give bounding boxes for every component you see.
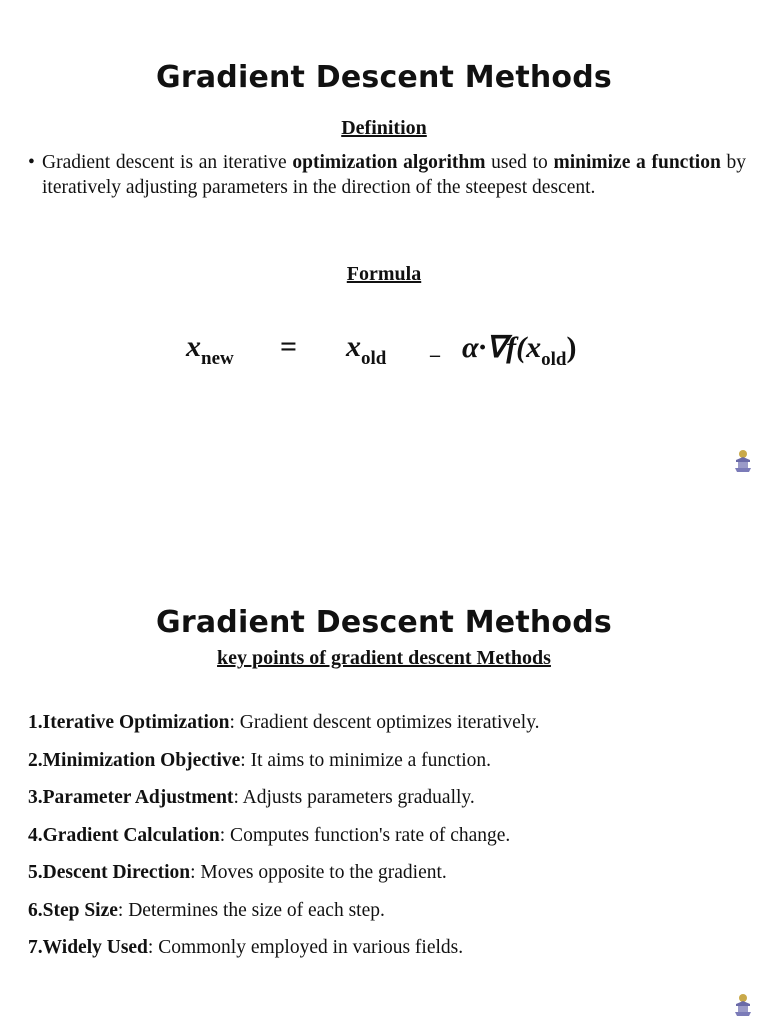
key-point-term: 7.Widely Used	[28, 937, 148, 958]
definition-run: by iteratively adjusting parameters in the direction of the steepest descent.	[42, 152, 747, 198]
definition-run: Gradient descent is an iterative	[42, 152, 293, 173]
key-point-description: : Determines the size of each step.	[117, 899, 385, 921]
key-point-item	[28, 860, 540, 898]
slide-key-points	[0, 512, 768, 1024]
formula-x-old: $x_{old}$	[346, 330, 387, 369]
formula-gradient-term: $\alpha\cdot\nabla f(x_{old})$	[462, 331, 577, 370]
definition-emphasis: optimization algorithm	[292, 152, 486, 173]
key-point-term: 2.Minimization Objective	[28, 749, 241, 771]
key-point-description: : Computes function's rate of change.	[219, 824, 511, 846]
gradient-descent-formula	[0, 330, 768, 380]
key-point-term: 5.Descent Direction	[28, 862, 191, 883]
key-points-list	[28, 710, 540, 973]
formula-equals: =	[280, 330, 298, 363]
key-point-term: 1.Iterative Optimization	[28, 712, 230, 733]
key-point-item	[28, 823, 540, 861]
definition-paragraph	[24, 150, 746, 200]
key-point-description: : Adjusts parameters gradually.	[233, 787, 475, 808]
key-points-heading: key points of gradient descent Methods	[217, 647, 551, 669]
formula-minus: –	[430, 344, 440, 366]
key-point-item	[28, 785, 540, 823]
key-point-item	[28, 710, 540, 748]
key-point-description: : Gradient descent optimizes iteratively.	[229, 712, 540, 733]
slide-title: Gradient Descent Methods	[156, 605, 612, 640]
formula-x-new: $x_{new}$	[186, 330, 234, 369]
slide-definition	[0, 0, 768, 500]
key-point-term: 4.Gradient Calculation	[28, 824, 220, 846]
university-emblem-icon	[732, 992, 754, 1018]
definition-text	[24, 150, 746, 200]
bullet-marker: •	[28, 152, 35, 173]
key-point-item	[28, 898, 540, 936]
key-point-term: 3.Parameter Adjustment	[28, 787, 234, 808]
definition-run: used to	[485, 152, 554, 173]
definition-heading: Definition	[341, 117, 427, 139]
slide-title: Gradient Descent Methods	[156, 60, 612, 95]
key-point-description: : Moves opposite to the gradient.	[190, 862, 447, 883]
key-point-item	[28, 935, 540, 973]
formula-heading: Formula	[346, 263, 422, 285]
key-point-item	[28, 748, 540, 786]
university-emblem-icon	[732, 448, 754, 474]
definition-emphasis: minimize a function	[553, 152, 721, 173]
key-point-description: : It aims to minimize a function.	[240, 749, 492, 771]
key-point-term: 6.Step Size	[28, 899, 118, 921]
key-point-description: : Commonly employed in various fields.	[147, 937, 464, 958]
